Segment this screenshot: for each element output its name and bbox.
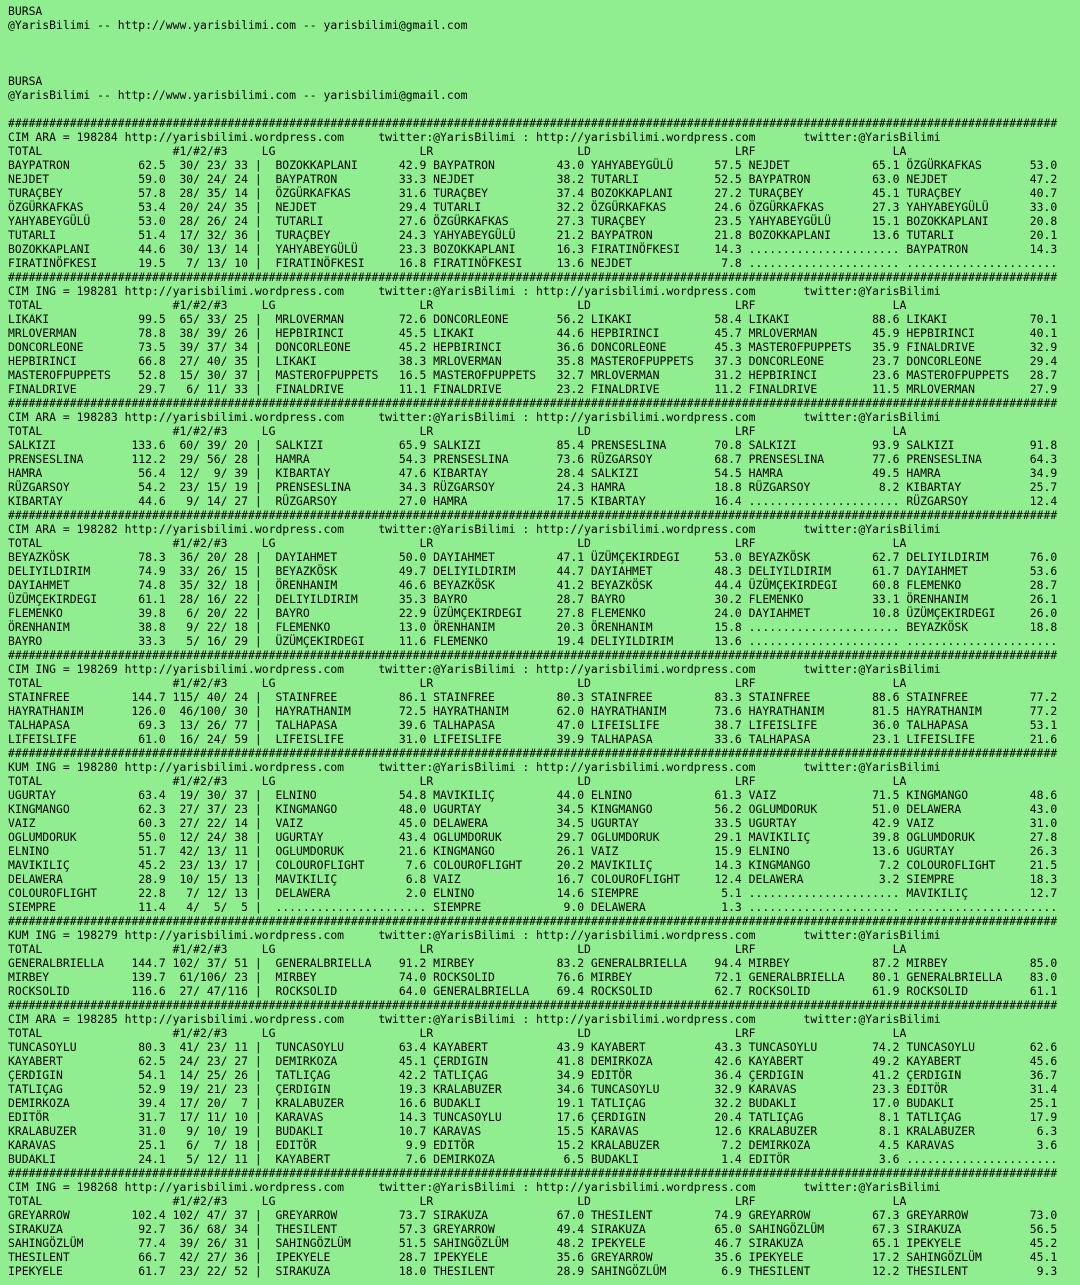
report-line: MIRBEY 139.7 61/106/ 23 | MIRBEY 74.0 ROCKSOLID 76.6 MIRBEY 72.1 GENERALBRIELLA 80.1 GENERALBRIELLA 83.0 [8, 970, 1058, 984]
report-line: GENERALBRIELLA 144.7 102/ 37/ 51 | GENERALBRIELLA 91.2 MIRBEY 83.2 GENERALBRIELLA 94.4 MIRBEY 87.2 MIRBEY 85.0 [8, 956, 1058, 970]
report-line: TOTAL #1/#2/#3 LG LR LD LRF LA [8, 536, 907, 550]
report-line: TUNCASOYLU 80.3 41/ 23/ 11 | TUNCASOYLU 63.4 KAYABERT 43.9 KAYABERT 43.3 TUNCASOYLU 74.2 TUNCASOYLU 62.6 [8, 1040, 1058, 1054]
report-line: CIM ARA = 198282 http://yarisbilimi.wordpress.com twitter:@YarisBilimi : http://yarisbilimi.wordpress.com twitter:@YarisBilimi [8, 522, 941, 536]
report-line: KINGMANGO 62.3 27/ 37/ 23 | KINGMANGO 48.0 UGURTAY 34.5 KINGMANGO 56.2 OGLUMDORUK 51.0 DELAWERA 43.0 [8, 802, 1058, 816]
separator-line: ######################################################################################################################################################### [8, 746, 1058, 760]
report-line: CIM ARA = 198284 http://yarisbilimi.wordpress.com twitter:@YarisBilimi : http://yarisbilimi.wordpress.com twitter:@YarisBilimi [8, 130, 941, 144]
report-line: DONCORLEONE 73.5 39/ 37/ 34 | DONCORLEONE 45.2 HEPBIRINCI 36.6 DONCORLEONE 45.3 MASTEROFPUPPETS 35.9 FINALDRIVE 32.9 [8, 340, 1058, 354]
report-line: SIRAKUZA 92.7 36/ 68/ 34 | THESILENT 57.3 GREYARROW 49.4 SIRAKUZA 65.0 SAHINGÖZLÜM 67.3 SIRAKUZA 56.5 [8, 1222, 1058, 1236]
report-line: COLOUROFLIGHT 22.8 7/ 12/ 13 | DELAWERA 2.0 ELNINO 14.6 SIEMPRE 5.1 ...................... MAVIKILIÇ 12.7 [8, 886, 1058, 900]
report-line: ÜZÜMÇEKIRDEGI 61.1 28/ 16/ 22 | DELIYILDIRIM 35.3 BAYRO 28.7 BAYRO 30.2 FLEMENKO 33.1 ÖRENHANIM 26.1 [8, 592, 1058, 606]
report-line: BAYRO 33.3 5/ 16/ 29 | ÜZÜMÇEKIRDEGI 11.6 FLEMENKO 19.4 DELIYILDIRIM 13.6 ...................... ...................... [8, 634, 1058, 648]
report-line: LIFEISLIFE 61.0 16/ 24/ 59 | LIFEISLIFE 31.0 LIFEISLIFE 39.9 TALHAPASA 33.6 TALHAPASA 23.1 LIFEISLIFE 21.6 [8, 732, 1058, 746]
report-line: @YarisBilimi -- http://www.yarisbilimi.com -- yarisbilimi@gmail.com [8, 18, 468, 32]
separator-line: ######################################################################################################################################################### [8, 116, 1058, 130]
report-line: TATLIÇAG 52.9 19/ 21/ 23 | ÇERDIGIN 19.3 KRALABUZER 34.6 TUNCASOYLU 32.9 KARAVAS 23.3 EDITÖR 31.4 [8, 1082, 1058, 1096]
report-line: BURSA [8, 4, 43, 18]
separator-line: ######################################################################################################################################################### [8, 396, 1058, 410]
report-line: DAYIAHMET 74.8 35/ 32/ 18 | ÖRENHANIM 46.6 BEYAZKÖSK 41.2 BEYAZKÖSK 44.4 ÜZÜMÇEKIRDEGI 60.8 FLEMENKO 28.7 [8, 578, 1058, 592]
separator-line: ######################################################################################################################################################### [8, 914, 1058, 928]
report-line: FIRATINÖFKESI 19.5 7/ 13/ 10 | FIRATINÖFKESI 16.8 FIRATINÖFKESI 13.6 NEJDET 7.8 ...................... ...................... [8, 256, 1058, 270]
report-line: DEMIRKOZA 39.4 17/ 20/ 7 | KRALABUZER 16.6 BUDAKLI 19.1 TATLIÇAG 32.2 BUDAKLI 17.0 BUDAKLI 25.1 [8, 1096, 1058, 1110]
report-line: TOTAL #1/#2/#3 LG LR LD LRF LA [8, 1194, 907, 1208]
report-line: TOTAL #1/#2/#3 LG LR LD LRF LA [8, 676, 907, 690]
separator-line: ######################################################################################################################################################### [8, 998, 1058, 1012]
report-line: KRALABUZER 31.0 9/ 10/ 19 | BUDAKLI 10.7 KARAVAS 15.5 KARAVAS 12.6 KRALABUZER 8.1 KRALABUZER 6.3 [8, 1124, 1058, 1138]
report-line: KUM ING = 198280 http://yarisbilimi.wordpress.com twitter:@YarisBilimi : http://yarisbilimi.wordpress.com twitter:@YarisBilimi [8, 760, 941, 774]
report-line: CIM ARA = 198285 http://yarisbilimi.wordpress.com twitter:@YarisBilimi : http://yarisbilimi.wordpress.com twitter:@YarisBilimi [8, 1012, 941, 1026]
report-line: IPEKYELE 61.7 23/ 22/ 52 | SIRAKUZA 18.0 THESILENT 28.9 SAHINGÖZLÜM 6.9 THESILENT 12.2 THESILENT 9.3 [8, 1264, 1058, 1278]
report-line: MASTEROFPUPPETS 52.8 15/ 30/ 37 | MASTEROFPUPPETS 16.5 MASTEROFPUPPETS 32.7 MRLOVERMAN 31.2 HEPBIRINCI 23.6 MASTEROFPUPPETS 28.7 [8, 368, 1058, 382]
report-line: CIM ING = 198269 http://yarisbilimi.wordpress.com twitter:@YarisBilimi : http://yarisbilimi.wordpress.com twitter:@YarisBilimi [8, 662, 941, 676]
report-line: ÖRENHANIM 38.8 9/ 22/ 18 | FLEMENKO 13.0 ÖRENHANIM 20.3 ÖRENHANIM 15.8 ...................... BEYAZKÖSK 18.8 [8, 620, 1058, 634]
report-line: KUM ING = 198279 http://yarisbilimi.wordpress.com twitter:@YarisBilimi : http://yarisbilimi.wordpress.com twitter:@YarisBilimi [8, 928, 941, 942]
report-line: THESILENT 66.7 42/ 27/ 36 | IPEKYELE 28.7 IPEKYELE 35.6 GREYARROW 35.6 IPEKYELE 17.2 SAHINGÖZLÜM 45.1 [8, 1250, 1058, 1264]
separator-line: ######################################################################################################################################################### [8, 648, 1058, 662]
report-line: VAIZ 60.3 27/ 22/ 14 | VAIZ 45.0 DELAWERA 34.5 UGURTAY 33.5 UGURTAY 42.9 VAIZ 31.0 [8, 816, 1058, 830]
report-line: KIBARTAY 44.6 9/ 14/ 27 | RÜZGARSOY 27.0 HAMRA 17.5 KIBARTAY 16.4 ...................... RÜZGARSOY 12.4 [8, 494, 1058, 508]
report-line [8, 32, 1080, 46]
report-line: SAHINGÖZLÜM 77.4 39/ 26/ 31 | SAHINGÖZLÜM 51.5 SAHINGÖZLÜM 48.2 IPEKYELE 46.7 SIRAKUZA 65.1 IPEKYELE 45.2 [8, 1236, 1058, 1250]
report-line: SIEMPRE 11.4 4/ 5/ 5 | ...................... SIEMPRE 9.0 DELAWERA 1.3 ...................... ...................... [8, 900, 1058, 914]
report-line: KARAVAS 25.1 6/ 7/ 18 | EDITÖR 9.9 EDITÖR 15.2 KRALABUZER 7.2 DEMIRKOZA 4.5 KARAVAS 3.6 [8, 1138, 1058, 1152]
report-line: MRLOVERMAN 78.8 38/ 39/ 26 | HEPBIRINCI 45.5 LIKAKI 44.6 HEPBIRINCI 45.7 MRLOVERMAN 45.9 HEPBIRINCI 40.1 [8, 326, 1058, 340]
report-line: STAINFREE 144.7 115/ 40/ 24 | STAINFREE 86.1 STAINFREE 80.3 STAINFREE 83.3 STAINFREE 88.6 STAINFREE 77.2 [8, 690, 1058, 704]
report-line: TALHAPASA 69.3 13/ 26/ 77 | TALHAPASA 39.6 TALHAPASA 47.0 LIFEISLIFE 38.7 LIFEISLIFE 36.0 TALHAPASA 53.1 [8, 718, 1058, 732]
report-line: BEYAZKÖSK 78.3 36/ 20/ 28 | DAYIAHMET 50.0 DAYIAHMET 47.1 ÜZÜMÇEKIRDEGI 53.0 BEYAZKÖSK 62.7 DELIYILDIRIM 76.0 [8, 550, 1058, 564]
separator-line: ######################################################################################################################################################### [8, 270, 1058, 284]
report-line: TOTAL #1/#2/#3 LG LR LD LRF LA [8, 298, 907, 312]
report-line: TOTAL #1/#2/#3 LG LR LD LRF LA [8, 144, 907, 158]
report-line: LIKAKI 99.5 65/ 33/ 25 | MRLOVERMAN 72.6 DONCORLEONE 56.2 LIKAKI 58.4 LIKAKI 88.6 LIKAKI 70.1 [8, 312, 1058, 326]
report-line: TUTARLI 51.4 17/ 32/ 36 | TURAÇBEY 24.3 YAHYABEYGÜLÜ 21.2 BAYPATRON 21.8 BOZOKKAPLANI 13.6 TUTARLI 20.1 [8, 228, 1058, 242]
report-line: HEPBIRINCI 66.8 27/ 40/ 35 | LIKAKI 38.3 MRLOVERMAN 35.8 MASTEROFPUPPETS 37.3 DONCORLEONE 23.7 DONCORLEONE 29.4 [8, 354, 1058, 368]
report-line: KAYABERT 62.5 24/ 23/ 27 | DEMIRKOZA 45.1 ÇERDIGIN 41.8 DEMIRKOZA 42.6 KAYABERT 49.2 KAYABERT 45.6 [8, 1054, 1058, 1068]
report-line: SALKIZI 133.6 60/ 39/ 20 | SALKIZI 65.9 SALKIZI 85.4 PRENSESLINA 70.8 SALKIZI 93.9 SALKIZI 91.8 [8, 438, 1058, 452]
report-line: GREYARROW 102.4 102/ 47/ 37 | GREYARROW 73.7 SIRAKUZA 67.0 THESILENT 74.9 GREYARROW 67.3 GREYARROW 73.0 [8, 1208, 1058, 1222]
report-line: MAVIKILIÇ 45.2 23/ 13/ 17 | COLOUROFLIGHT 7.6 COLOUROFLIGHT 20.2 MAVIKILIÇ 14.3 KINGMANGO 7.2 COLOUROFLIGHT 21.5 [8, 858, 1058, 872]
report-line: CIM ARA = 198283 http://yarisbilimi.wordpress.com twitter:@YarisBilimi : http://yarisbilimi.wordpress.com twitter:@YarisBilimi [8, 410, 941, 424]
report-line: RÜZGARSOY 54.2 23/ 15/ 19 | PRENSESLINA 34.3 RÜZGARSOY 24.3 HAMRA 18.8 RÜZGARSOY 8.2 KIBARTAY 25.7 [8, 480, 1058, 494]
report-line: TOTAL #1/#2/#3 LG LR LD LRF LA [8, 424, 907, 438]
report-line: OGLUMDORUK 55.0 12/ 24/ 38 | UGURTAY 43.4 OGLUMDORUK 29.7 OGLUMDORUK 29.1 MAVIKILIÇ 39.8 OGLUMDORUK 27.8 [8, 830, 1058, 844]
report-line: ELNINO 51.7 42/ 13/ 11 | OGLUMDORUK 21.6 KINGMANGO 26.1 VAIZ 15.9 ELNINO 13.6 UGURTAY 26.3 [8, 844, 1058, 858]
report-line: HAMRA 56.4 12/ 9/ 39 | KIBARTAY 47.6 KIBARTAY 28.4 SALKIZI 54.5 HAMRA 49.5 HAMRA 34.9 [8, 466, 1058, 480]
report-line [8, 60, 1080, 74]
separator-line: ######################################################################################################################################################### [8, 508, 1058, 522]
report-line: FINALDRIVE 29.7 6/ 11/ 33 | FINALDRIVE 11.1 FINALDRIVE 23.2 FINALDRIVE 11.2 FINALDRIVE 11.5 MRLOVERMAN 27.9 [8, 382, 1058, 396]
report-line: ÇERDIGIN 54.1 14/ 25/ 26 | TATLIÇAG 42.2 TATLIÇAG 34.9 EDITÖR 36.4 ÇERDIGIN 41.2 ÇERDIGIN 36.7 [8, 1068, 1058, 1082]
report-line: @YarisBilimi -- http://www.yarisbilimi.com -- yarisbilimi@gmail.com [8, 88, 468, 102]
report-line: CIM ING = 198268 http://yarisbilimi.wordpress.com twitter:@YarisBilimi : http://yarisbilimi.wordpress.com twitter:@YarisBilimi [8, 1180, 941, 1194]
report-line: ÖZGÜRKAFKAS 53.4 20/ 24/ 35 | NEJDET 29.4 TUTARLI 32.2 ÖZGÜRKAFKAS 24.6 ÖZGÜRKAFKAS 27.3 YAHYABEYGÜLÜ 33.0 [8, 200, 1058, 214]
report-line: CIM ING = 198281 http://yarisbilimi.wordpress.com twitter:@YarisBilimi : http://yarisbilimi.wordpress.com twitter:@YarisBilimi [8, 284, 941, 298]
report-line: BAYPATRON 62.5 30/ 23/ 33 | BOZOKKAPLANI 42.9 BAYPATRON 43.0 YAHYABEYGÜLÜ 57.5 NEJDET 65.1 ÖZGÜRKAFKAS 53.0 [8, 158, 1058, 172]
report-line: EDITÖR 31.7 17/ 11/ 10 | KARAVAS 14.3 TUNCASOYLU 17.6 ÇERDIGIN 20.4 TATLIÇAG 8.1 TATLIÇAG 17.9 [8, 1110, 1058, 1124]
report-line: PRENSESLINA 112.2 29/ 56/ 28 | HAMRA 54.3 PRENSESLINA 73.6 RÜZGARSOY 68.7 PRENSESLINA 77.6 PRENSESLINA 64.3 [8, 452, 1058, 466]
report-line: HAYRATHANIM 126.0 46/100/ 30 | HAYRATHANIM 72.5 HAYRATHANIM 62.0 HAYRATHANIM 73.6 HAYRATHANIM 81.5 HAYRATHANIM 77.2 [8, 704, 1058, 718]
report-line: TOTAL #1/#2/#3 LG LR LD LRF LA [8, 774, 907, 788]
report-line: FLEMENKO 39.8 6/ 20/ 22 | BAYRO 22.9 ÜZÜMÇEKIRDEGI 27.8 FLEMENKO 24.0 DAYIAHMET 10.8 ÜZÜMÇEKIRDEGI 26.0 [8, 606, 1058, 620]
report-line: TURAÇBEY 57.8 28/ 35/ 14 | ÖZGÜRKAFKAS 31.6 TURAÇBEY 37.4 BOZOKKAPLANI 27.2 TURAÇBEY 45.1 TURAÇBEY 40.7 [8, 186, 1058, 200]
report-line [8, 102, 1080, 116]
report-line: ROCKSOLID 116.6 27/ 47/116 | ROCKSOLID 64.0 GENERALBRIELLA 69.4 ROCKSOLID 62.7 ROCKSOLID 61.9 ROCKSOLID 61.1 [8, 984, 1058, 998]
report-line: BUDAKLI 24.1 5/ 12/ 11 | KAYABERT 7.6 DEMIRKOZA 6.5 BUDAKLI 1.4 EDITÖR 3.6 ...................... [8, 1152, 1058, 1166]
report-line: YAHYABEYGÜLÜ 53.0 28/ 26/ 24 | TUTARLI 27.6 ÖZGÜRKAFKAS 27.3 TURAÇBEY 23.5 YAHYABEYGÜLÜ 15.1 BOZOKKAPLANI 20.8 [8, 214, 1058, 228]
report-line: NEJDET 59.0 30/ 24/ 24 | BAYPATRON 33.3 NEJDET 38.2 TUTARLI 52.5 BAYPATRON 63.0 NEJDET 47.2 [8, 172, 1058, 186]
report-line: DELAWERA 28.9 10/ 15/ 13 | MAVIKILIÇ 6.8 VAIZ 16.7 COLOUROFLIGHT 12.4 DELAWERA 3.2 SIEMPRE 18.3 [8, 872, 1058, 886]
report-line: BOZOKKAPLANI 44.6 30/ 13/ 14 | YAHYABEYGÜLÜ 23.3 BOZOKKAPLANI 16.3 FIRATINÖFKESI 14.3 ...................... BAYPATRON 14.3 [8, 242, 1058, 256]
report-line: TOTAL #1/#2/#3 LG LR LD LRF LA [8, 942, 907, 956]
report-line: BURSA [8, 74, 43, 88]
report-line [8, 46, 1080, 60]
separator-line: ######################################################################################################################################################### [8, 1166, 1058, 1180]
report-line: TOTAL #1/#2/#3 LG LR LD LRF LA [8, 1026, 907, 1040]
report-line: DELIYILDIRIM 74.9 33/ 26/ 15 | BEYAZKÖSK 49.7 DELIYILDIRIM 44.7 DAYIAHMET 48.3 DELIYILDIRIM 61.7 DAYIAHMET 53.6 [8, 564, 1058, 578]
report-line: UGURTAY 63.4 19/ 30/ 37 | ELNINO 54.8 MAVIKILIÇ 44.0 ELNINO 61.3 VAIZ 71.5 KINGMANGO 48.6 [8, 788, 1058, 802]
